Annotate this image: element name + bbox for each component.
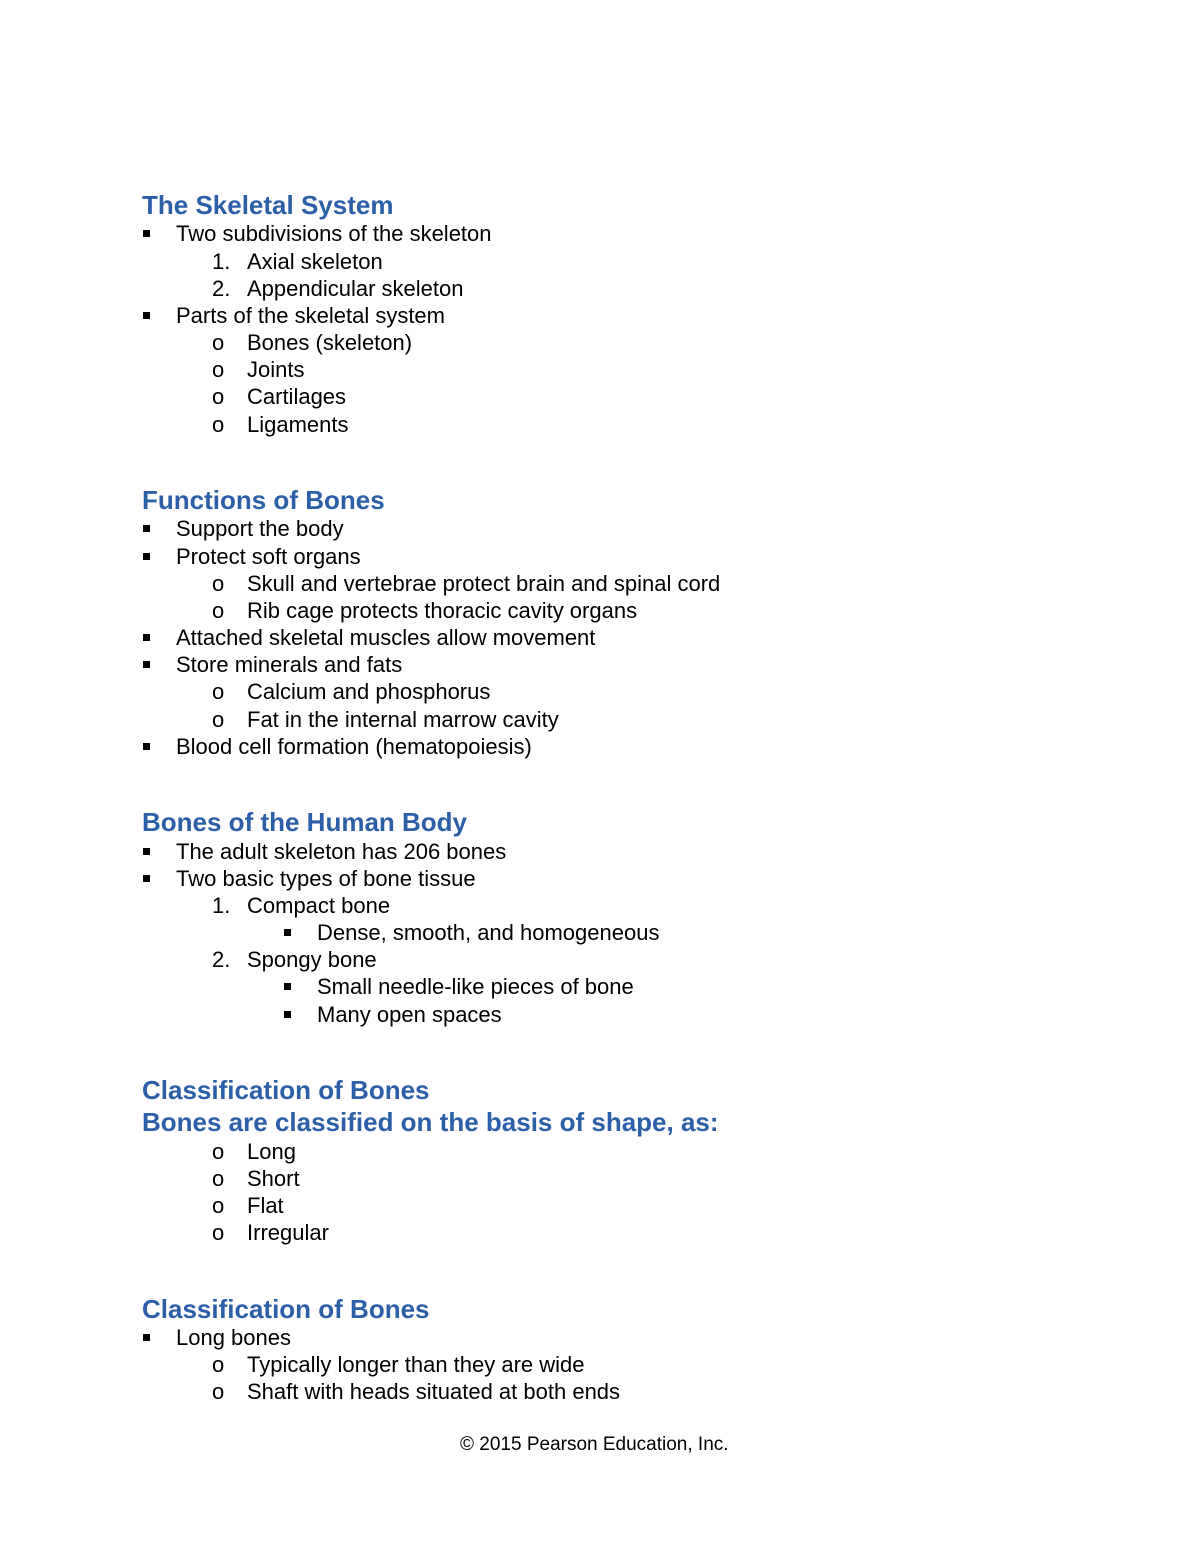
list-item: Compact bone (247, 893, 391, 918)
square-bullet (284, 983, 291, 990)
list-item: Parts of the skeletal system (176, 303, 445, 328)
square-bullet (284, 929, 291, 936)
list-item: Calcium and phosphorus (247, 679, 491, 704)
circle-bullet: o (212, 598, 225, 623)
square-bullet (143, 525, 150, 532)
list-item: Ligaments (247, 412, 349, 437)
circle-bullet: o (212, 707, 225, 732)
list-item: Typically longer than they are wide (247, 1352, 585, 1377)
list-item: The adult skeleton has 206 bones (176, 839, 507, 864)
list-item: Protect soft organs (176, 544, 361, 569)
circle-bullet: o (212, 384, 225, 409)
list-item: Two basic types of bone tissue (176, 866, 476, 891)
list-item: Dense, smooth, and homogeneous (317, 920, 660, 945)
list-item: Many open spaces (317, 1002, 502, 1027)
square-bullet (143, 848, 150, 855)
list-item: Long bones (176, 1325, 291, 1350)
list-item: Short (247, 1166, 300, 1191)
circle-bullet: o (212, 1352, 225, 1377)
section-heading: Functions of Bones (142, 485, 385, 515)
list-item: Appendicular skeleton (247, 276, 464, 301)
section-heading: Classification of Bones (142, 1075, 430, 1105)
circle-bullet: o (212, 330, 225, 355)
section-heading: Classification of Bones (142, 1294, 430, 1324)
list-item: Support the body (176, 516, 344, 541)
list-item: Flat (247, 1193, 284, 1218)
list-item: Skull and vertebrae protect brain and spinal cord (247, 571, 721, 596)
list-item: Spongy bone (247, 947, 377, 972)
list-number: 1. (212, 249, 231, 274)
circle-bullet: o (212, 571, 225, 596)
circle-bullet: o (212, 357, 225, 382)
circle-bullet: o (212, 1220, 225, 1245)
circle-bullet: o (212, 1139, 225, 1164)
square-bullet (143, 634, 150, 641)
list-number: 2. (212, 947, 231, 972)
copyright-footer: © 2015 Pearson Education, Inc. (460, 1434, 729, 1455)
list-item: Fat in the internal marrow cavity (247, 707, 559, 732)
list-item: Rib cage protects thoracic cavity organs (247, 598, 638, 623)
circle-bullet: o (212, 1379, 225, 1404)
square-bullet (143, 743, 150, 750)
list-item: Irregular (247, 1220, 329, 1245)
square-bullet (143, 1334, 150, 1341)
circle-bullet: o (212, 1166, 225, 1191)
list-item: Joints (247, 357, 305, 382)
list-item: Axial skeleton (247, 249, 383, 274)
square-bullet (143, 661, 150, 668)
list-number: 2. (212, 276, 231, 301)
circle-bullet: o (212, 412, 225, 437)
square-bullet (143, 230, 150, 237)
list-item: Two subdivisions of the skeleton (176, 221, 492, 246)
square-bullet (143, 553, 150, 560)
list-item: Blood cell formation (hematopoiesis) (176, 734, 532, 759)
circle-bullet: o (212, 1193, 225, 1218)
list-item: Small needle-like pieces of bone (317, 974, 634, 999)
section-subheading: Bones are classified on the basis of shape, as: (142, 1107, 719, 1137)
square-bullet (143, 312, 150, 319)
circle-bullet: o (212, 679, 225, 704)
section-heading: The Skeletal System (142, 190, 394, 220)
square-bullet (284, 1011, 291, 1018)
list-item: Cartilages (247, 384, 347, 409)
list-number: 1. (212, 893, 231, 918)
square-bullet (143, 875, 150, 882)
list-item: Bones (skeleton) (247, 330, 413, 355)
list-item: Shaft with heads situated at both ends (247, 1379, 621, 1404)
list-item: Store minerals and fats (176, 652, 403, 677)
section-heading: Bones of the Human Body (142, 807, 468, 837)
list-item: Attached skeletal muscles allow movement (176, 625, 596, 650)
list-item: Long (247, 1139, 296, 1164)
